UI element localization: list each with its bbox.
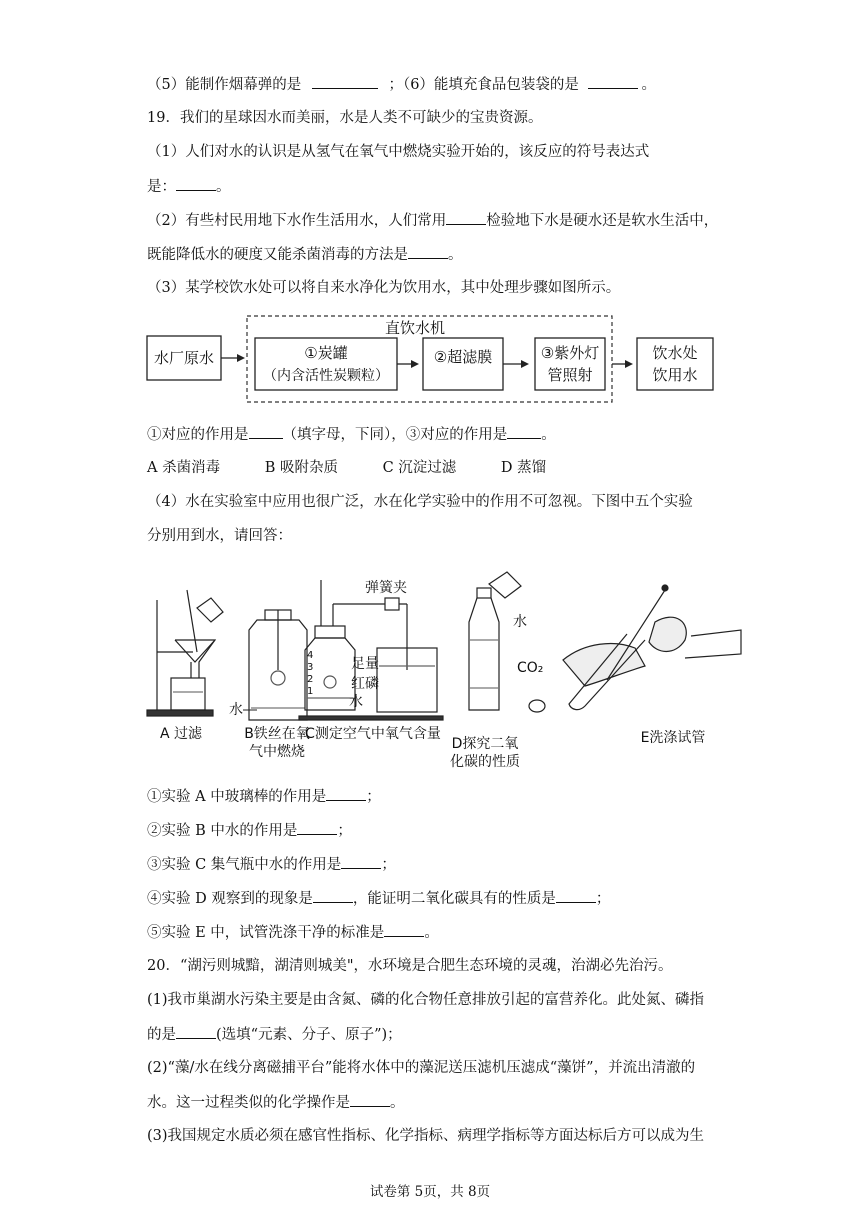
q19-part4-c: ③实验 C 集气瓶中水的作用是 ； [147,854,760,875]
exp-b-caption-2: 气中燃烧 [249,744,305,760]
arrow-head [521,360,529,368]
experiments-figure [145,570,745,770]
exp-c-phosphorus-label-2: 红磷 [351,676,379,692]
q20-stem: 20．“湖污则城黯，湖清则城美"，水环境是合肥生态环境的灵魂，治湖必先治污。 [147,958,673,974]
machine-title: 直饮水机 [384,319,446,337]
exp-c-water-label: 水 [349,694,363,710]
exp-c-mark-4: 4 [307,650,314,661]
answer-blank[interactable] [313,888,353,903]
answer-blank[interactable] [350,1092,390,1107]
step2-label: ②超滤膜 [433,348,493,366]
q19-part4: （4）水在实验室中应用也很广泛，水在化学实验中的作用不可忽视。下图中五个实验 [147,494,693,510]
exp-d-co2-bottle [469,572,545,712]
step3-sublabel: 管照射 [547,366,593,384]
exp-a-filtration [147,590,223,716]
arrow-head [625,360,633,368]
answer-blank[interactable] [176,1024,216,1039]
answer-blank[interactable] [341,854,381,869]
q19-part4-d: ④实验 D 观察到的现象是 ，能证明二氧化碳具有的性质是 ； [147,888,760,909]
exp-e-caption: E洗涤试管 [640,730,706,746]
q18-line-5-6: （5）能制作烟幕弹的是 ；（6）能填充食品包装袋的是 。 [147,74,760,95]
q19-part3-options [147,458,760,478]
q20-part1: (1)我市巢湖水污染主要是由含氮、磷的化合物任意排放引起的富营养化。此处氮、磷指 [147,992,705,1008]
answer-blank[interactable] [384,922,424,937]
exp-b-water-label: 水 [229,702,243,718]
option-b[interactable]: B 吸附杂质 [264,460,338,476]
exp-d-water-label: 水 [513,614,527,630]
step1-label: ①炭罐 [304,344,348,362]
exp-c-phosphorus-label-1: 足量 [351,656,379,672]
exp-d-caption-1: D探究二氧 [451,736,519,752]
q19-part4-a: ①实验 A 中玻璃棒的作用是 ； [147,786,760,807]
q19-stem: 19．我们的星球因水而美丽，水是人类不可缺少的宝贵资源。 [147,110,543,126]
exp-c-clamp-label: 弹簧夹 [365,580,407,596]
option-d[interactable]: D 蒸馏 [500,460,547,476]
answer-blank[interactable] [312,74,378,89]
exp-a-caption: A 过滤 [159,726,203,742]
output-sublabel: 饮用水 [652,366,698,384]
answer-blank[interactable] [326,786,366,801]
exp-e-washing-tube [563,585,741,710]
q20-part2: (2)“藻/水在线分离磁捕平台”能将水体中的藻泥送压滤机压滤成“藻饼”，并流出清澈的 [147,1060,696,1076]
q19-part4-cont: 分别用到水，请回答： [147,528,292,544]
exp-c-caption: C测定空气中氧气含量 [305,726,441,742]
exp-b-iron-combustion [249,610,307,720]
answer-blank[interactable] [249,424,283,439]
q19-part2: （2）有些村民用地下水作生活用水，人们常用 检验地下水是硬水还是软水生活中， [147,210,760,231]
answer-blank[interactable] [507,424,541,439]
exp-c-mark-1: 1 [307,686,314,697]
q19-part3: （3）某学校饮水处可以将自来水净化为饮用水，其中处理步骤如图所示。 [147,280,621,296]
exp-d-co2-label: CO₂ [517,660,544,676]
exp-d-caption-2: 化碳的性质 [450,754,520,770]
water-purifier-flow-diagram [145,312,745,408]
answer-blank[interactable] [588,74,638,89]
arrow-head [237,354,245,362]
answer-blank[interactable] [408,244,448,259]
step1-sublabel: （内含活性炭颗粒） [263,368,389,384]
exp-c-mark-3: 3 [307,662,314,673]
arrow-head [411,360,419,368]
exp-b-caption-1: B铁丝在氧 [244,726,310,742]
answer-blank[interactable] [297,820,337,835]
flow-source-label: 水厂原水 [153,349,215,367]
exp-c-mark-2: 2 [307,674,314,685]
answer-blank[interactable] [556,888,596,903]
option-c[interactable]: C 沉淀过滤 [382,460,457,476]
q19-part1-answer: 是： 。 [147,176,760,197]
output-label: 饮水处 [652,344,698,362]
exp-c-oxygen-measurement [299,580,443,720]
answer-blank[interactable] [176,176,216,191]
q20-part3: (3)我国规定水质必须在感官性指标、化学指标、病理学指标等方面达标后方可以成为生 [147,1128,705,1144]
option-a[interactable]: A 杀菌消毒 [147,460,221,476]
answer-blank[interactable] [446,210,486,225]
q20-part2-cont: 水。这一过程类似的化学操作是 。 [147,1092,760,1113]
q19-part1: （1）人们对水的认识是从氢气在氧气中燃烧实验开始的，该反应的符号表达式 [147,144,650,160]
page-footer: 试卷第 5页，共 8页 [369,1184,491,1200]
q19-part3-question: ①对应的作用是 （填字母，下同），③对应的作用是 。 [147,424,760,445]
q19-part4-e: ⑤实验 E 中，试管洗涤干净的标准是 。 [147,922,760,943]
q19-part4-b: ②实验 B 中水的作用是 ； [147,820,760,841]
q20-part1-cont: 的是 (选填“元素、分子、原子”)； [147,1024,760,1045]
q19-part2-cont: 既能降低水的硬度又能杀菌消毒的方法是 。 [147,244,760,265]
step3-label: ③紫外灯 [540,344,600,362]
